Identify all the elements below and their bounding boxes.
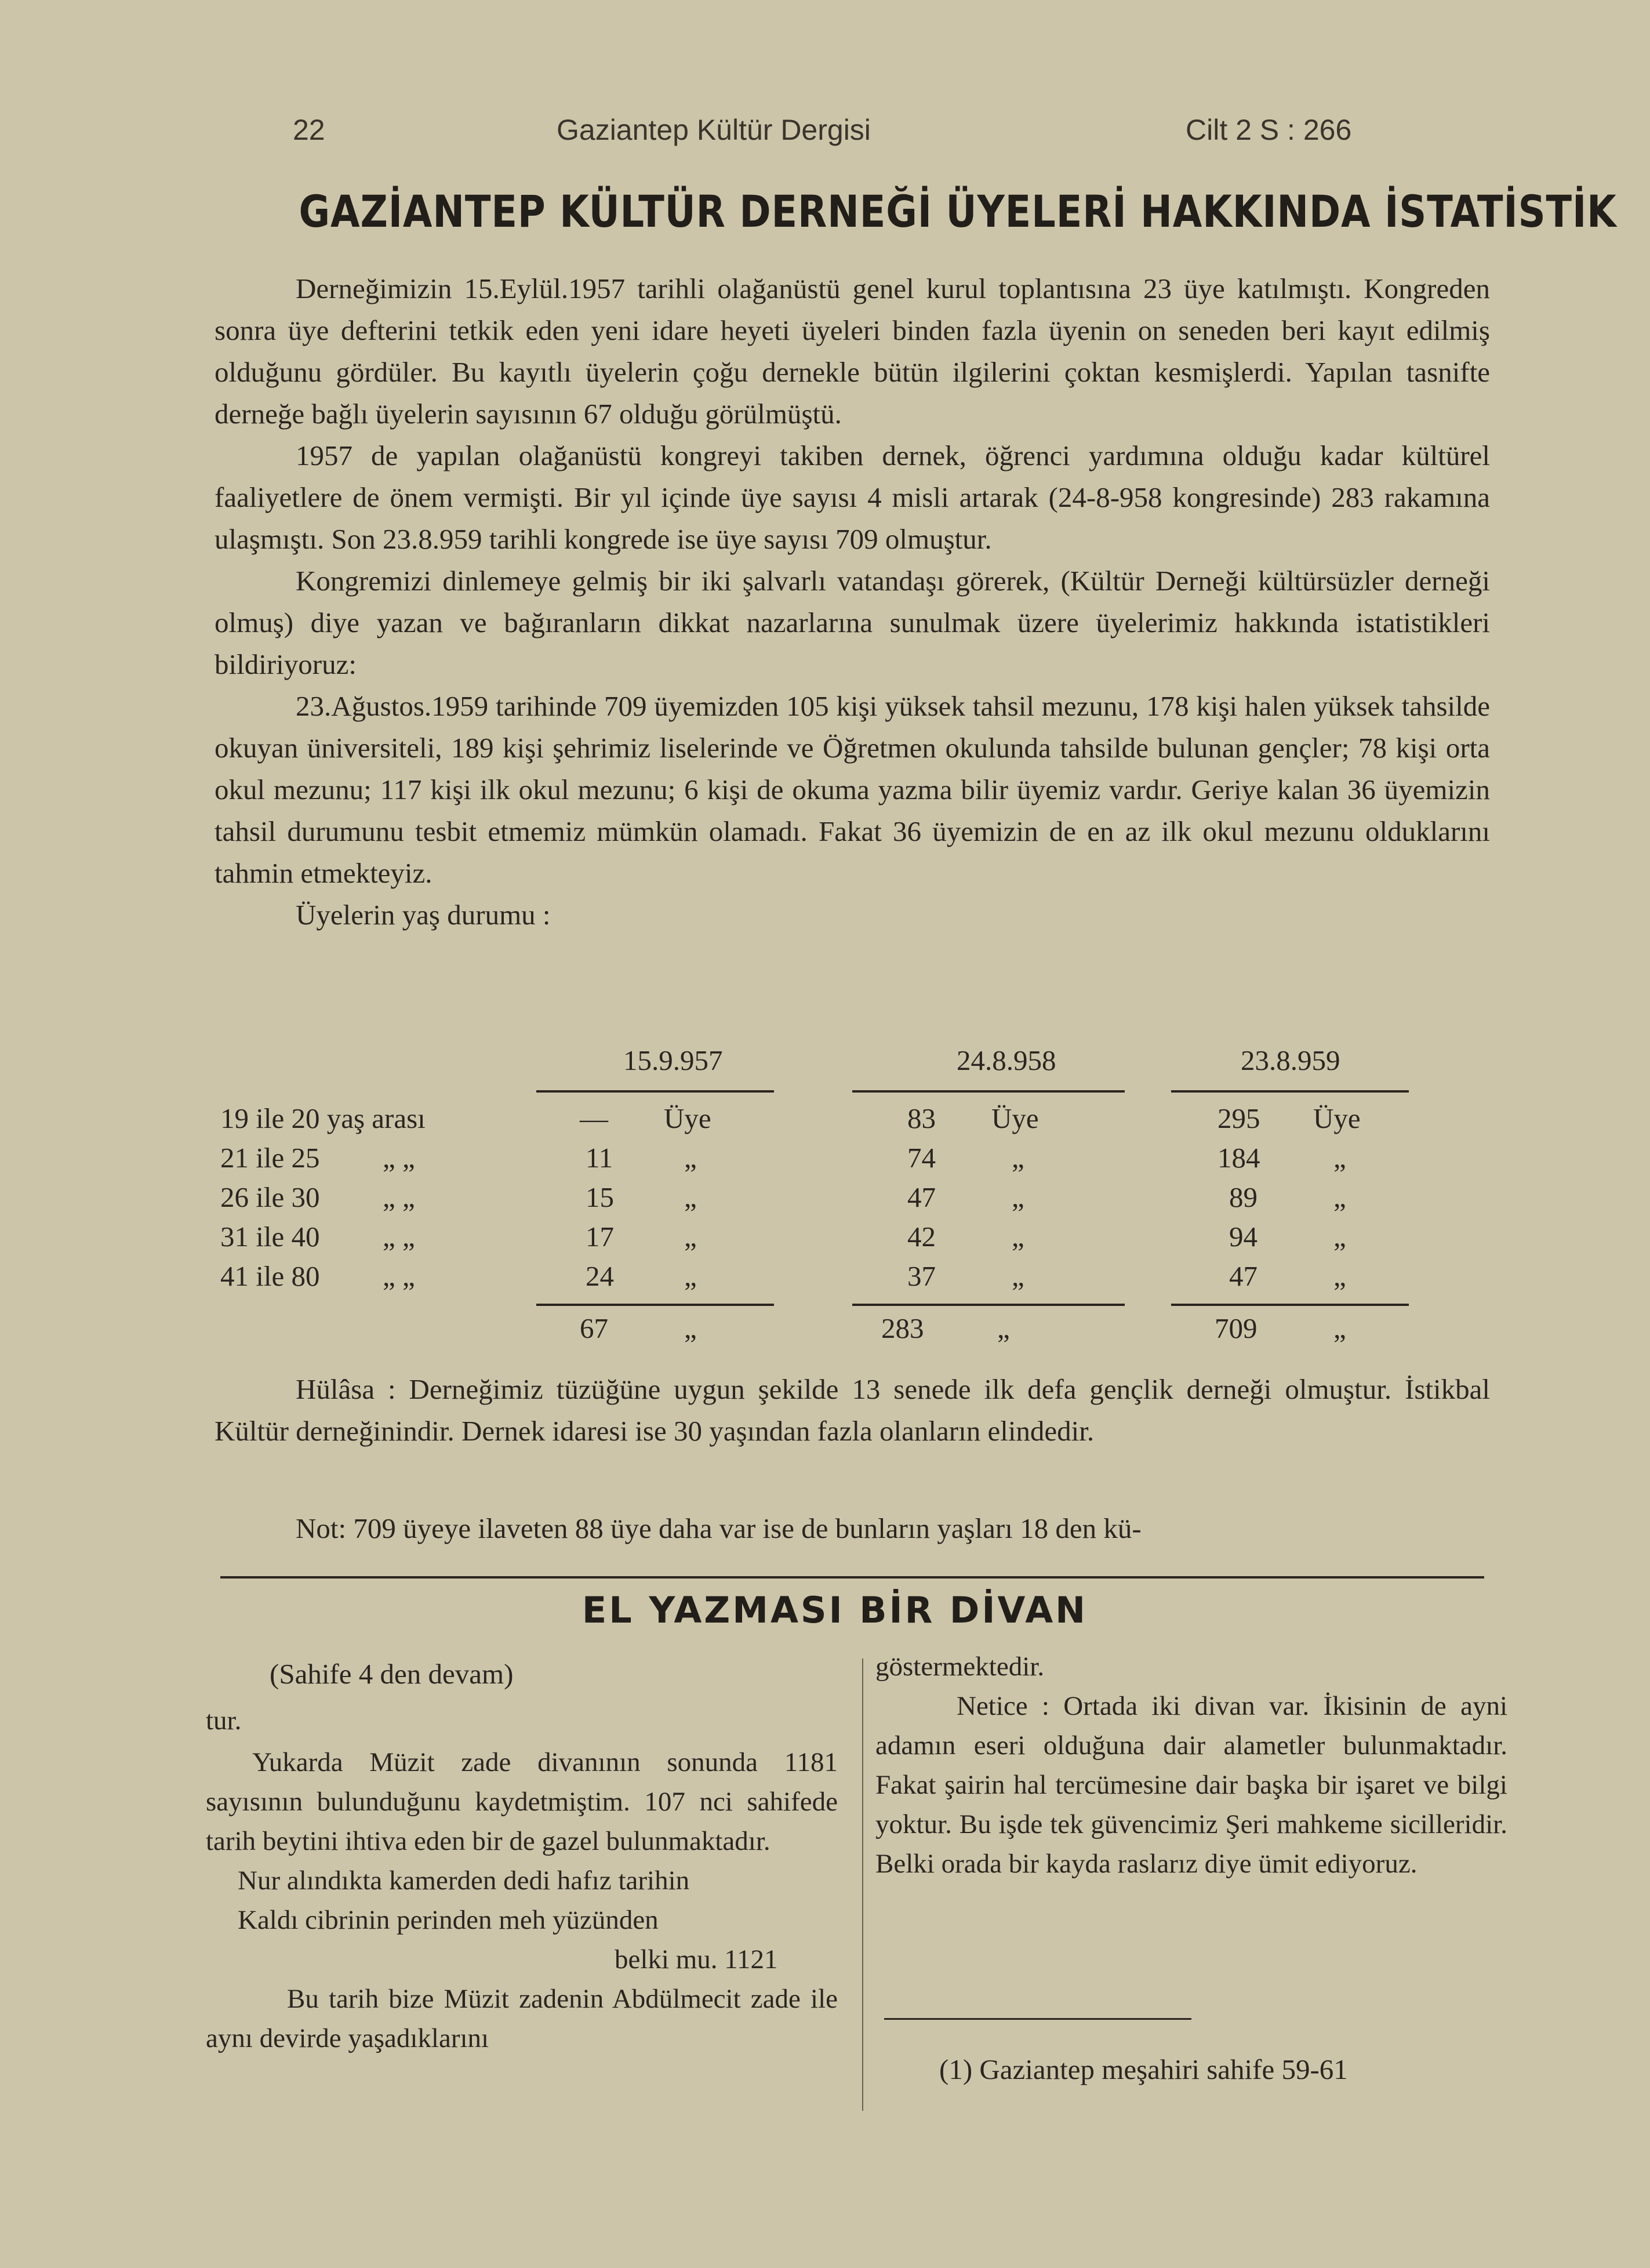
paragraph-2: 1957 de yapılan olağanüstü kongreyi takiben dernek, öğrenci yardımına olduğu kadar kültürel faaliyetlere de önem vermişti. Bir yıl içinde üye sayısı 4 misli artarak (24-8-958 kongresinde) 283 rakamına ulaşmıştı. Son 23.8.959 tarihli kongrede ise üye sayısı 709 olmuştur. <box>215 440 1490 555</box>
row-unit: „ <box>684 1181 697 1213</box>
right-column-body <box>875 1647 1507 1884</box>
row-value: 83 <box>907 1102 936 1134</box>
row-unit: „ <box>1333 1142 1346 1174</box>
row-value: 74 <box>907 1142 936 1174</box>
total-unit: „ <box>684 1312 697 1344</box>
summary-block <box>215 1369 1490 1452</box>
total-rule <box>536 1304 774 1306</box>
row-value: 47 <box>1229 1260 1258 1292</box>
row-label: 26 ile 30 <box>220 1181 320 1213</box>
row-label: 21 ile 25 <box>220 1142 320 1174</box>
total-value: 67 <box>580 1312 608 1344</box>
row-value: 11 <box>586 1142 613 1174</box>
row-unit: „ <box>1012 1142 1024 1174</box>
footnote: (1) Gaziantep meşahiri sahife 59-61 <box>939 2053 1348 2085</box>
row-value: 24 <box>586 1260 614 1292</box>
left-paragraph-1: Yukarda Müzit zade divanının sonunda 1181 sayısının bulunduğunu kaydetmiştim. 107 nci sahifede tarih beytini ihtiva eden bir de gazel bulunmaktadır. <box>206 1747 838 1856</box>
row-label: 31 ile 40 <box>220 1221 320 1253</box>
row-unit: „ <box>1333 1260 1346 1292</box>
left-column-body <box>206 1743 838 2058</box>
row-value: 42 <box>907 1221 936 1253</box>
right-line-1: göstermektedir. <box>875 1652 1045 1682</box>
verse-line-2: Kaldı cibrinin perinden meh yüzünden <box>238 1905 659 1935</box>
left-paragraph-2: Bu tarih bize Müzit zadenin Abdülmecit zade ile aynı devirde yaşadıklarını <box>206 1984 838 2053</box>
row-value: 37 <box>907 1260 936 1292</box>
row-unit: „ <box>684 1260 697 1292</box>
header-rule <box>852 1090 1125 1093</box>
paragraph-4: 23.Ağustos.1959 tarihinde 709 üyemizden 105 kişi yüksek tahsil mezunu, 178 kişi halen yüksek tahsilde okuyan üniversiteli, 189 kişi şehrimiz liselerinde ve Öğretmen okulunda tahsilde bulunan gençler; 78 kişi orta okul mezunu; 117 kişi ilk okul mezunu; 6 kişi de okuma yazma bilir üyemiz vardır. Geriye kalan 36 üyemizin tahsil durumunu tesbit etmemiz mümkün olamadı. Fakat 36 üyemizin de en az ilk okul mezunu olduklarını tahmin etmekteyiz. <box>215 690 1490 889</box>
header-rule <box>1171 1090 1409 1093</box>
verse-line-3: belki mu. 1121 <box>615 1944 778 1975</box>
table-date-1957: 15.9.957 <box>623 1044 723 1076</box>
total-value: 709 <box>1215 1312 1258 1344</box>
table-date-1958: 24.8.958 <box>957 1044 1056 1076</box>
row-unit: „ <box>1333 1181 1346 1213</box>
row-ditto: „ „ <box>383 1221 415 1253</box>
row-value: 94 <box>1229 1221 1258 1253</box>
total-unit: „ <box>997 1312 1010 1344</box>
section-title: EL YAZMASI BİR DİVAN <box>582 1589 1088 1631</box>
header-rule <box>536 1090 774 1093</box>
row-unit: „ <box>684 1221 697 1253</box>
row-value: 17 <box>586 1221 614 1253</box>
footnote-rule <box>884 2018 1191 2020</box>
row-value: 15 <box>586 1181 614 1213</box>
row-unit: „ <box>684 1142 697 1174</box>
summary-paragraph: Hülâsa : Derneğimiz tüzüğüne uygun şekilde 13 senede ilk defa gençlik derneği olmuştur. İstikbal Kültür derneğinindir. Dernek idaresi ise 30 yaşından fazla olanların elindedir. <box>215 1373 1490 1447</box>
article-title: GAZİANTEP KÜLTÜR DERNEĞİ ÜYELERİ HAKKINDA İSTATİSTİK <box>299 186 1617 237</box>
row-value: 47 <box>907 1181 936 1213</box>
row-unit: Üye <box>664 1102 711 1134</box>
row-value: 89 <box>1229 1181 1258 1213</box>
row-value: 184 <box>1217 1142 1260 1174</box>
continued-note: (Sahife 4 den devam) <box>270 1658 514 1690</box>
row-ditto: „ „ <box>383 1181 415 1213</box>
row-value: 295 <box>1217 1102 1260 1134</box>
row-unit: „ <box>1333 1221 1346 1253</box>
page-number: 22 <box>293 114 325 146</box>
total-rule <box>1171 1304 1409 1306</box>
age-heading: Üyelerin yaş durumu : <box>296 899 551 931</box>
word-tur: tur. <box>206 1705 242 1736</box>
row-unit: „ <box>1012 1260 1024 1292</box>
table-date-1959: 23.8.959 <box>1241 1044 1340 1076</box>
row-label: 19 ile 20 yaş arası <box>220 1102 426 1134</box>
right-paragraph-1: Netice : Ortada iki divan var. İkisinin de ayni adamın eseri olduğuna dair alametler bulunmaktadır. Fakat şairin hal tercümesine dair başka bir işaret ve bilgi yoktur. Bu işde tek güvencimiz Şeri mahkeme sicilleridir. Belki orada bir kayda raslarız diye ümit ediyoruz. <box>875 1691 1507 1879</box>
row-ditto: „ „ <box>383 1142 415 1174</box>
row-label: 41 ile 80 <box>220 1260 320 1292</box>
row-unit: „ <box>1012 1181 1024 1213</box>
total-unit: „ <box>1333 1312 1346 1344</box>
row-unit: „ <box>1012 1221 1024 1253</box>
row-value: — <box>580 1102 608 1134</box>
note-block <box>215 1508 1490 1550</box>
paragraph-1: Derneğimizin 15.Eylül.1957 tarihli olağanüstü genel kurul toplantısına 23 üye katılmıştı. Kongreden sonra üye defterini tetkik eden yeni idare heyeti üyeleri binden fazla üyenin on seneden beri kayıt edilmiş olduğunu gördüler. Bu kayıtlı üyelerin çoğu dernekle bütün ilgilerini çoktan kesmişlerdi. Yapılan tasnifte derneğe bağlı üyelerin sayısının 67 olduğu görülmüştü. <box>215 273 1490 430</box>
row-unit: Üye <box>991 1102 1039 1134</box>
note-paragraph: Not: 709 üyeye ilaveten 88 üye daha var ise de bunların yaşları 18 den kü- <box>296 1512 1142 1544</box>
article-body <box>215 268 1490 936</box>
row-unit: Üye <box>1313 1102 1361 1134</box>
row-ditto: „ „ <box>383 1260 415 1292</box>
journal-name: Gaziantep Kültür Dergisi <box>557 114 871 146</box>
total-rule <box>852 1304 1125 1306</box>
volume-info: Cilt 2 S : 266 <box>1186 114 1352 146</box>
paragraph-3: Kongremizi dinlemeye gelmiş bir iki şalvarlı vatandaşı görerek, (Kültür Derneği kültürsüzler derneği olmuş) diye yazan ve bağıranların dikkat nazarlarına sunulmak üzere üyelerimiz hakkında istatistikleri bildiriyoruz: <box>215 565 1490 680</box>
section-divider <box>220 1576 1484 1578</box>
column-divider <box>862 1659 863 2111</box>
verse-line-1: Nur alındıkta kamerden dedi hafız tarihin <box>238 1866 690 1896</box>
total-value: 283 <box>881 1312 924 1344</box>
